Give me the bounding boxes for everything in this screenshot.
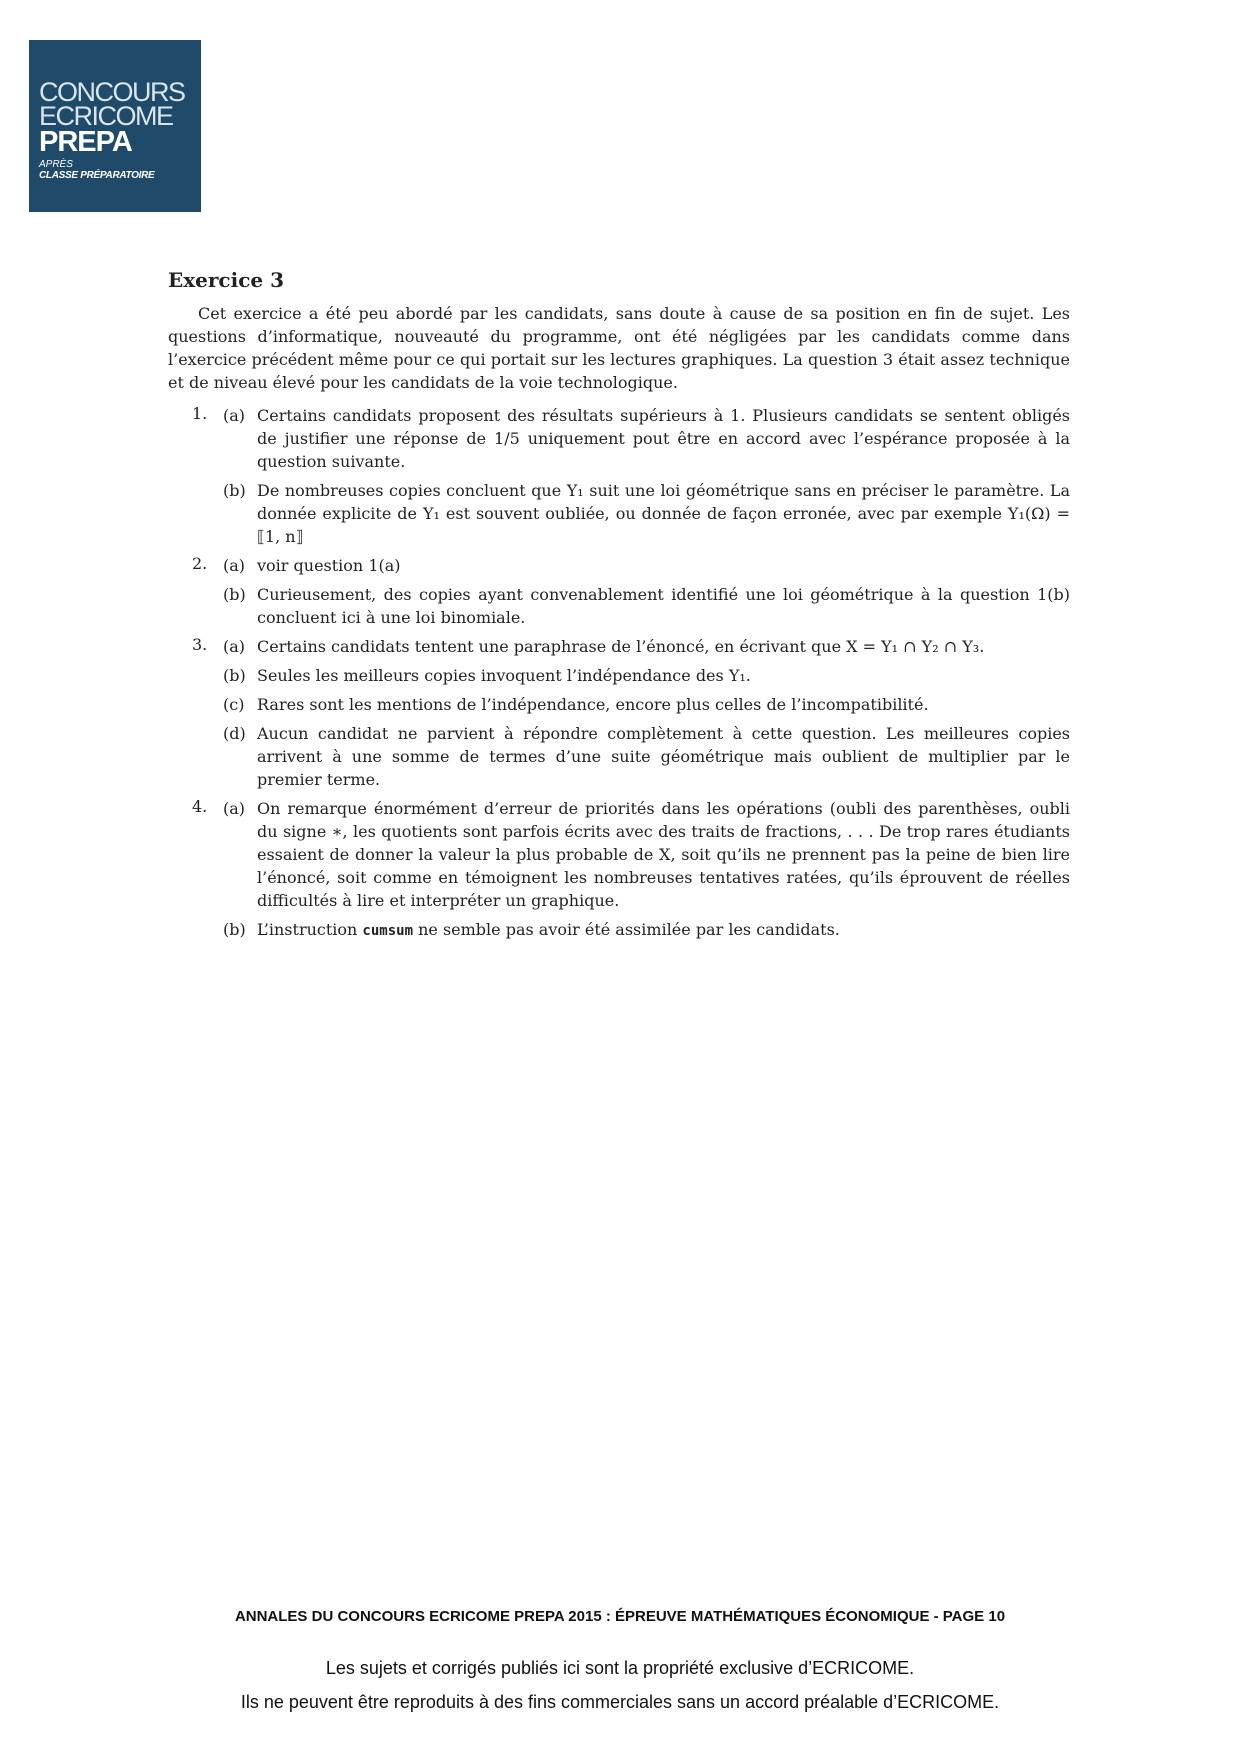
item-text: On remarque énormément d’erreur de priorités dans les opérations (oubli des parenthèses, oubli du signe ∗, les quotients sont parfois écrits avec des traits de fractions, . . . De trop rares étudiants essaient de donner la valeur la plus probable de X, soit qu’ils ne prennent pas la peine de bien lire l’énoncé, soit comme en témoignent les nombreuses tentatives ratées, qu’ils éprouvent de réelles difficultés à lire et interpréter un graphique. (257, 799, 1070, 910)
item-label: (a) (223, 799, 246, 818)
item-text: voir question 1(a) (257, 556, 401, 575)
ecricome-logo (29, 40, 201, 212)
item-text: Seules les meilleurs copies invoquent l’indépendance des Y₁. (257, 666, 751, 685)
item-label: (c) (223, 695, 245, 714)
question-2-item-a (223, 554, 1070, 577)
question-2 (168, 554, 1070, 629)
item-text: Rares sont les mentions de l’indépendance, encore plus celles de l’incompatibilité. (257, 695, 929, 714)
question-number: 3. (192, 635, 208, 654)
logo-line-1: CONCOURS (39, 77, 185, 107)
question-2-item-b (223, 583, 1070, 629)
question-number: 4. (192, 797, 208, 816)
item-text: Certains candidats proposent des résultats supérieurs à 1. Plusieurs candidats se sentent obligés de justifier une réponse de 1/5 uniquement pout être en accord avec l’espérance proposée à la question suivante. (257, 406, 1070, 471)
question-number: 2. (192, 554, 208, 573)
code-cumsum: cumsum (362, 923, 413, 939)
logo-line-5: CLASSE PRÉPARATOIRE (39, 170, 155, 181)
question-4 (168, 797, 1070, 943)
item-text-before: L’instruction (257, 920, 363, 939)
intro-paragraph: Cet exercice a été peu abordé par les candidats, sans doute à cause de sa position en fin de sujet. Les questions d’informatique, nouveauté du programme, ont été négligées par les candidats comme dans l’exercice précédent même pour ce qui portait sur les lectures graphiques. La question 3 était assez technique et de niveau élevé pour les candidats de la voie technologique. (168, 304, 1070, 392)
item-label: (a) (223, 556, 246, 575)
question-3-item-c (223, 693, 1070, 716)
exercise-title: Exercice 3 (168, 268, 284, 292)
item-text: Curieusement, des copies ayant convenablement identifié une loi géométrique à la question 1(b) concluent ici à une loi binomiale. (257, 585, 1070, 627)
item-label: (a) (223, 406, 246, 425)
item-text: Aucun candidat ne parvient à répondre complètement à cette question. Les meilleures copies arrivent à une somme de termes d’une suite géométrique mais oublient de multiplier par le premier terme. (257, 724, 1070, 789)
question-1 (168, 404, 1070, 548)
logo-line-4: APRÈS (39, 159, 73, 170)
question-4-item-a (223, 797, 1070, 912)
item-label: (d) (223, 724, 246, 743)
question-4-item-b (223, 918, 1070, 943)
item-text: Certains candidats tentent une paraphrase de l’énoncé, en écrivant que X = Y₁ ∩ Y₂ ∩ Y₃. (257, 637, 985, 656)
question-3-item-a (223, 635, 1070, 658)
item-text: De nombreuses copies concluent que Y₁ suit une loi géométrique sans en préciser le paramètre. La donnée explicite de Y₁ est souvent oubliée, ou donnée de façon erronée, avec par exemple Y₁(Ω) = ⟦1, n⟧ (257, 481, 1070, 546)
document-body (168, 268, 1070, 949)
question-number: 1. (192, 404, 208, 423)
footer-title: ANNALES DU CONCOURS ECRICOME PREPA 2015 : ÉPREUVE MATHÉMATIQUES ÉCONOMIQUE - PAGE 10 (234, 1608, 1006, 1625)
item-label: (b) (223, 585, 246, 604)
item-text-after: ne semble pas avoir été assimilée par les candidats. (413, 920, 840, 939)
item-label: (a) (223, 637, 246, 656)
question-1-item-b (223, 479, 1070, 548)
question-1-item-a (223, 404, 1070, 473)
item-label: (b) (223, 920, 246, 939)
logo-line-3: PREPA (39, 126, 132, 158)
item-label: (b) (223, 481, 246, 500)
question-3-item-d (223, 722, 1070, 791)
footer-copyright: Les sujets et corrigés publiés ici sont la propriété exclusive d’ECRICOME. (325, 1658, 915, 1678)
item-label: (b) (223, 666, 246, 685)
logo-line-2: ECRICOME (39, 101, 173, 131)
footer-notice: Ils ne peuvent être reproduits à des fins commerciales sans un accord préalable d’ECRICOME. (240, 1692, 1000, 1712)
question-3-item-b (223, 664, 1070, 687)
question-3 (168, 635, 1070, 791)
